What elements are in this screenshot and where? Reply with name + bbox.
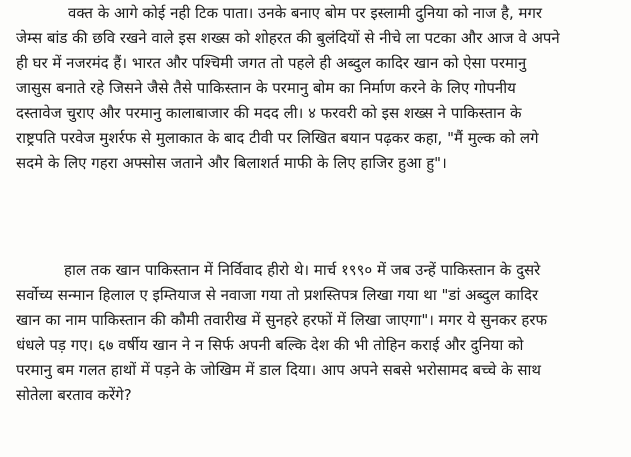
paragraph-line: सर्वोच्य सन्मान हिलाल ए इम्तियाज से नवाजा गया तो प्रशस्तिपत्र लिखा गया था "डां अब्दुल कादिर bbox=[16, 286, 539, 304]
paragraph-line: सोतेला बरताव करेंगे? bbox=[16, 386, 132, 404]
paragraph-line: सदमे के लिए गहरा अफ्सोस जताने और बिलाशर्त माफी के लिए हाजिर हुआ हु"। bbox=[16, 154, 447, 172]
paragraph-line: जासुस बनाते रहे जिसने जैसे तैसे पाकिस्तान के परमानु बोम का निर्माण करने के लिए गोपनीय bbox=[16, 79, 516, 97]
paragraph-line: जेम्स बांड की छवि रखने वाले इस शख्स को शोहरत की बुलंदियों से नीचे ला पटका और आज वे अपने bbox=[16, 29, 560, 47]
paragraph-line: राष्ट्रपति परवेज मुशर्रफ से मुलाकात के बाद टीवी पर लिखित बयान पढ़कर कहा, "मैं मुल्क को लगे bbox=[16, 129, 539, 147]
paragraph-line: दस्तावेज चुराए और परमानु कालाबाजार की मदद ली। ४ फरवरी को इस शख्स ने पाकिस्तान के bbox=[16, 104, 522, 122]
paragraph-line: ही घर में नजरमंद हैं। भारत और पश्चिमी जगत तो पहले ही अब्दुल कादिर खान को ऐसा परमानु bbox=[16, 54, 527, 72]
paragraph-line: धंधले पड़ गए। ६७ वर्षीय खान ने न सिर्फ अपनी बल्कि देश की भी तोहिन कराई और दुनिया को bbox=[16, 336, 524, 354]
paragraph-line: खान का नाम पाकिस्तान की कौमी तवारीख में सुनहरे हरफों में लिखा जाएगा"। मगर ये सुनकर हरफ bbox=[16, 311, 548, 329]
paragraph-line: हाल तक खान पाकिस्तान में निर्विवाद हीरो थे। मार्च १९९० में जब उन्हें पाकिस्तान के दुसरे bbox=[64, 261, 541, 279]
paragraph-line: वक्त के आगे कोई नही टिक पाता। उनके बनाए बोम पर इस्लामी दुनिया को नाज है, मगर bbox=[68, 4, 543, 22]
paragraph-line: परमानु बम गलत हाथों में पड़ने के जोखिम में डाल दिया। आप अपने सबसे भरोसामद बच्चे के साथ bbox=[16, 361, 541, 379]
